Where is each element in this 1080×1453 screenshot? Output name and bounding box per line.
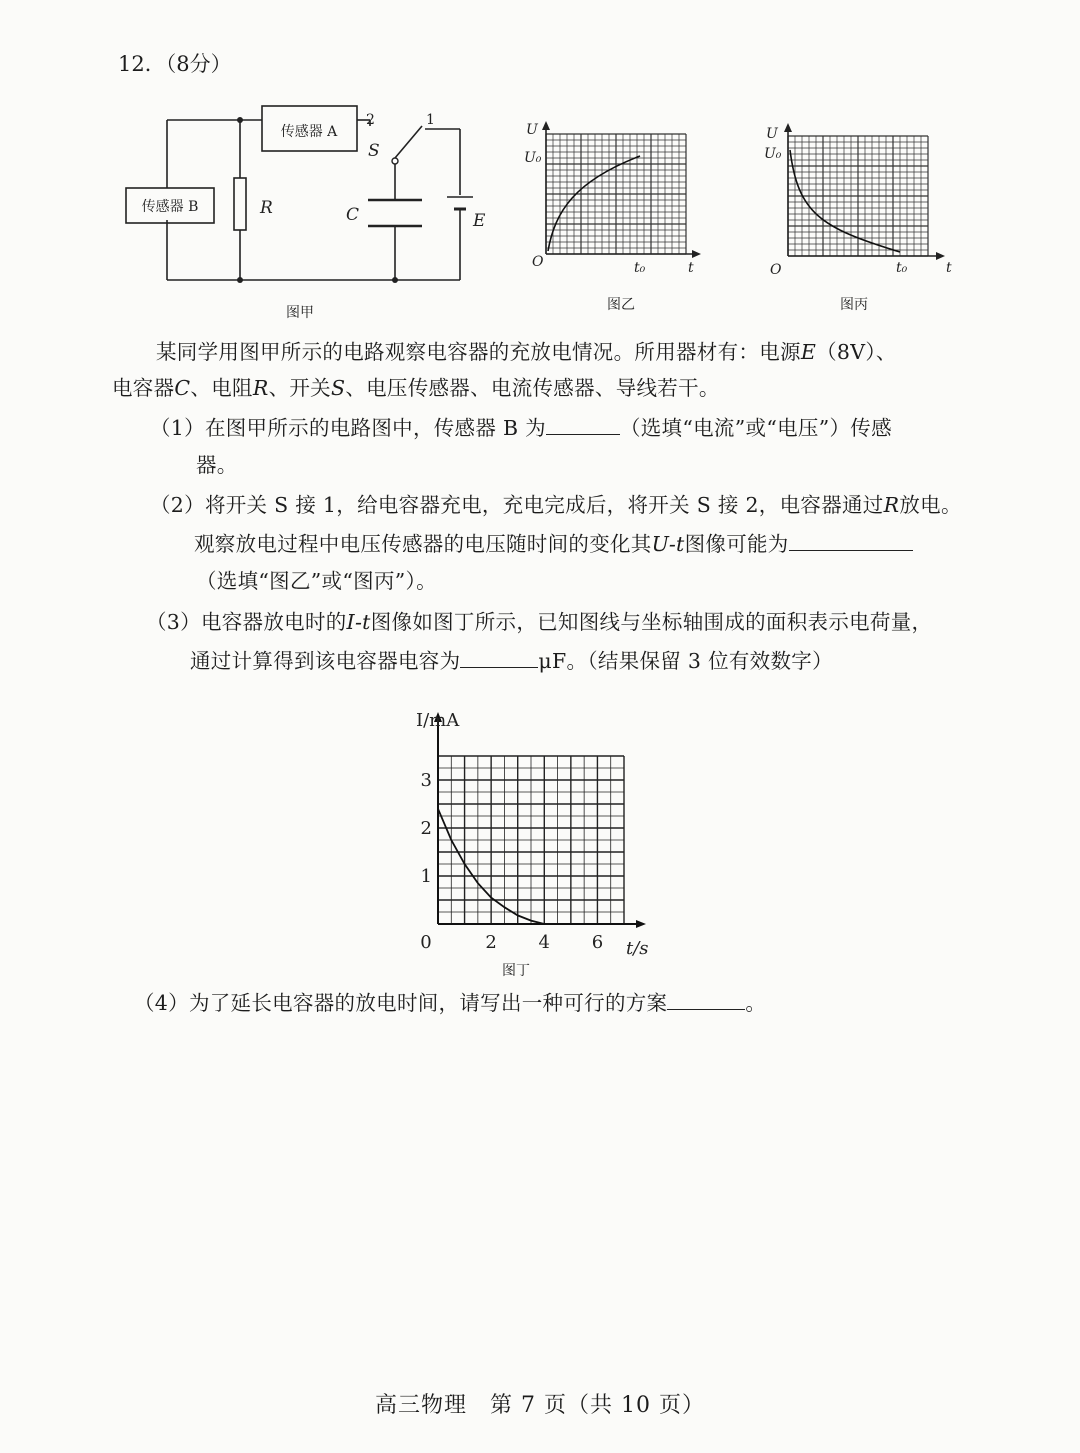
origin-label: O [532, 254, 544, 270]
var-r: R [252, 376, 269, 400]
y-label: U [766, 126, 778, 142]
q1-line-2 [196, 451, 238, 479]
u0-label: U₀ [524, 150, 542, 166]
chart-ding-svg [400, 702, 680, 958]
question-number: 12．（8分） [118, 52, 232, 76]
x-axis-arrow [936, 252, 945, 260]
grid [546, 134, 686, 254]
x-tick-label: 6 [591, 932, 604, 953]
capacitor-label: C [346, 205, 360, 225]
sensor-a-label: 传感器 A [280, 124, 338, 140]
q3-text: 图像如图丁所示，已知图线与坐标轴围成的面积表示电荷量， [370, 610, 933, 634]
q2-text: 图像可能为 [684, 532, 789, 556]
graph-yi [520, 116, 710, 286]
graph-bing-svg [760, 118, 960, 288]
q3-text: μF。（结果保留 3 位有效数字） [538, 649, 833, 673]
q2-line-1 [150, 491, 962, 519]
y-tick-label: 1 [420, 866, 432, 887]
q3-line-1 [146, 608, 932, 636]
intro-text: 、开关 [268, 376, 331, 400]
resistor-label: R [260, 198, 273, 218]
y-label: U [526, 122, 538, 138]
x-tick-label: 2 [485, 932, 497, 953]
caption-bing: 图丙 [840, 297, 868, 313]
terminal-1-label: 1 [426, 112, 435, 128]
q3-text: 通过计算得到该电容器电容为 [190, 649, 461, 673]
q2-answer-blank[interactable] [789, 530, 913, 551]
q3-line-2 [190, 647, 833, 675]
q2-text: 观察放电过程中电压传感器的电压随时间的变化其 [194, 532, 652, 556]
x-axis-arrow [692, 250, 701, 258]
caption-ding: 图丁 [502, 963, 530, 979]
junction-dot [237, 117, 243, 123]
q2-text: 放电。 [899, 493, 962, 517]
resistor-symbol [234, 178, 246, 230]
q4-text: 。 [745, 991, 767, 1015]
intro-line-1 [156, 338, 897, 366]
q4-line [134, 989, 766, 1017]
y-tick-label: 2 [420, 818, 432, 839]
switch-label: S [368, 141, 380, 161]
switch-blade [395, 126, 422, 158]
circuit-svg [110, 100, 510, 300]
intro-text: 、电压传感器、电流传感器、导线若干。 [345, 376, 720, 400]
x-axis-label: t/s [626, 938, 649, 958]
intro-line-2 [112, 374, 720, 402]
junction-dot [237, 277, 243, 283]
x-axis-arrow [636, 920, 646, 928]
var-ut: U-t [651, 532, 685, 556]
q2-line-2 [194, 530, 913, 558]
var-r: R [883, 493, 900, 517]
q1-text: （1）在图甲所示的电路图中，传感器 B 为 [150, 416, 546, 440]
t0-label: t₀ [896, 260, 908, 276]
q1-text: 器。 [196, 453, 238, 477]
t0-label: t₀ [634, 260, 646, 276]
q1-line-1 [150, 414, 892, 442]
q1-text: （选填“电流”或“电压”）传感 [619, 416, 892, 440]
page-footer: 高三物理 第 7 页（共 10 页） [375, 1393, 705, 1418]
origin-label: O [770, 262, 782, 278]
x-tick-label: 4 [538, 932, 551, 953]
y-tick-label: 3 [420, 770, 432, 791]
sensor-b-label: 传感器 B [141, 199, 199, 215]
junction-dot [392, 277, 398, 283]
var-e: E [800, 340, 817, 364]
graph-yi-svg [520, 116, 710, 286]
caption-jia: 图甲 [286, 305, 314, 321]
q2-line-3 [196, 567, 437, 595]
intro-text: 电容器 [112, 376, 175, 400]
switch-pivot [392, 158, 398, 164]
chart-ding [400, 702, 680, 958]
x-label: t [688, 260, 694, 276]
intro-text: 、电阻 [190, 376, 253, 400]
y-axis-label: I/mA [416, 710, 460, 731]
x-label: t [946, 260, 952, 276]
intro-text: 某同学用图甲所示的电路观察电容器的充放电情况。所用器材有：电源 [156, 340, 801, 364]
terminal-2-label: 2 [366, 112, 375, 128]
graph-bing [760, 118, 960, 288]
y-axis-arrow [542, 121, 550, 130]
q4-answer-blank[interactable] [667, 989, 745, 1010]
q2-text: （2）将开关 S 接 1，给电容器充电，充电完成后，将开关 S 接 2，电容器通过 [150, 493, 884, 517]
source-label: E [473, 211, 486, 231]
circuit-diagram [110, 100, 510, 300]
q1-answer-blank[interactable] [546, 414, 620, 435]
var-c: C [174, 376, 191, 400]
q4-text: （4）为了延长电容器的放电时间，请写出一种可行的方案 [134, 991, 668, 1015]
var-it: I-t [346, 610, 371, 634]
discharge-curve [790, 150, 900, 252]
caption-yi: 图乙 [607, 297, 635, 313]
var-s: S [330, 376, 346, 400]
q2-text: （选填“图乙”或“图丙”）。 [196, 569, 437, 593]
x-tick-label: 0 [420, 932, 432, 953]
q3-text: （3）电容器放电时的 [146, 610, 347, 634]
q3-answer-blank[interactable] [460, 647, 538, 668]
u0-label: U₀ [764, 146, 782, 162]
y-axis-arrow [784, 123, 792, 132]
intro-text: （8V）、 [816, 340, 897, 364]
